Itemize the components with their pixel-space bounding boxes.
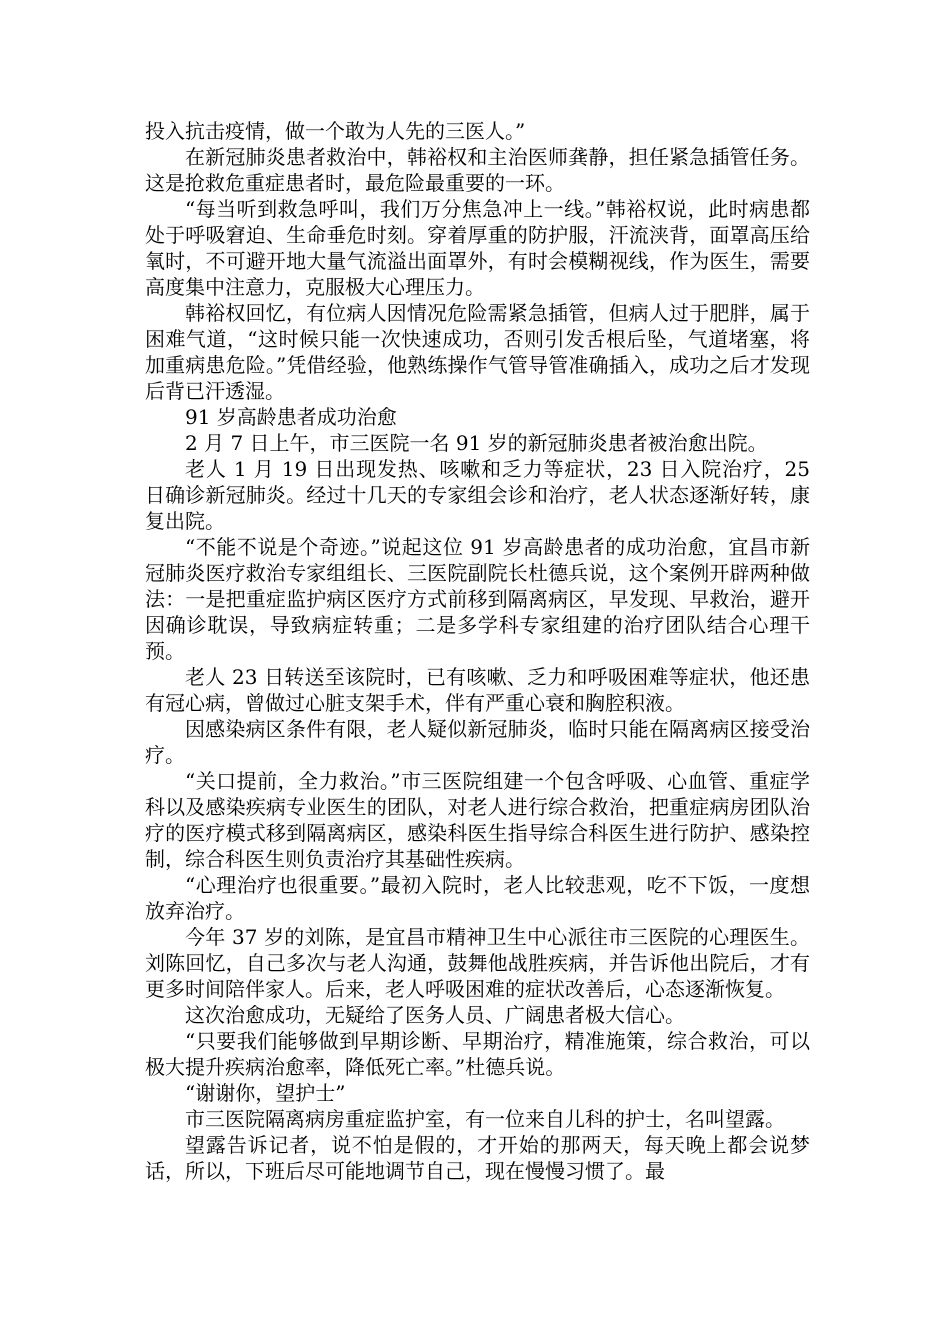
section-heading: 91 岁高龄患者成功治愈 — [185, 405, 397, 429]
paragraph: “心理治疗也很重要。”最初入院时，老人比较悲观，吃不下饭，一度想放弃治疗。 — [145, 873, 810, 923]
paragraph-continuation: 投入抗击疫情，做一个敢为人先的三医人。” — [145, 119, 526, 143]
paragraph: “只要我们能够做到早期诊断、早期治疗，精准施策，综合救治，可以极大提升疾病治愈率，降低死亡率。”杜德兵说。 — [145, 1029, 810, 1079]
paragraph: 2 月 7 日上午，市三医院一名 91 岁的新冠肺炎患者被治愈出院。 — [185, 431, 768, 455]
paragraph: “每当听到救急呼叫，我们万分焦急冲上一线。”韩裕权说，此时病患都处于呼吸窘迫、生命垂危时刻。穿着厚重的防护服，汗流浃背，面罩高压给氧时，不可避开地大量气流溢出面罩外，有时会模糊视线，作为医生，需要高度集中注意力，克服极大心理压力。 — [145, 197, 810, 299]
article-body — [145, 118, 810, 1184]
paragraph: “关口提前，全力救治。”市三医院组建一个包含呼吸、心血管、重症学科以及感染疾病专业医生的团队，对老人进行综合救治，把重症病房团队治疗的医疗模式移到隔离病区，感染科医生指导综合科医生进行防护、感染控制，综合科医生则负责治疗其基础性疾病。 — [145, 769, 810, 871]
paragraph: 市三医院隔离病房重症监护室，有一位来自儿科的护士，名叫望露。 — [185, 1107, 785, 1131]
section-heading: “谢谢你，望护士” — [185, 1081, 346, 1105]
paragraph: 在新冠肺炎患者救治中，韩裕权和主治医师龚静，担任紧急插管任务。这是抢救危重症患者时，最危险最重要的一环。 — [145, 145, 810, 195]
paragraph: 望露告诉记者，说不怕是假的，才开始的那两天，每天晚上都会说梦话，所以，下班后尽可能地调节自己，现在慢慢习惯了。最 — [145, 1133, 810, 1183]
paragraph: 这次治愈成功，无疑给了医务人员、广阔患者极大信心。 — [185, 1003, 685, 1027]
paragraph: 因感染病区条件有限，老人疑似新冠肺炎，临时只能在隔离病区接受治疗。 — [145, 717, 810, 767]
paragraph: 老人 1 月 19 日出现发热、咳嗽和乏力等症状，23 日入院治疗，25 日确诊新冠肺炎。经过十几天的专家组会诊和治疗，老人状态逐渐好转，康复出院。 — [145, 457, 810, 533]
paragraph: 老人 23 日转送至该院时，已有咳嗽、乏力和呼吸困难等症状，他还患有冠心病，曾做过心脏支架手术，伴有严重心衰和胸腔积液。 — [145, 665, 810, 715]
paragraph: “不能不说是个奇迹。”说起这位 91 岁高龄患者的成功治愈，宜昌市新冠肺炎医疗救治专家组组长、三医院副院长杜德兵说，这个案例开辟两种做法：一是把重症监护病区医疗方式前移到隔离病区，早发现、早救治，避开因确诊耽误，导致病症转重；二是多学科专家组建的治疗团队结合心理干预。 — [145, 535, 810, 663]
paragraph: 韩裕权回忆，有位病人因情况危险需紧急插管，但病人过于肥胖，属于困难气道，“这时候只能一次快速成功，否则引发舌根后坠，气道堵塞，将加重病患危险。”凭借经验，他熟练操作气管导管准确插入，成功之后才发现后背已汗透湿。 — [145, 301, 810, 403]
paragraph: 今年 37 岁的刘陈，是宜昌市精神卫生中心派往市三医院的心理医生。刘陈回忆，自己多次与老人沟通，鼓舞他战胜疾病，并告诉他出院后，才有更多时间陪伴家人。后来，老人呼吸困难的症状改善后，心态逐渐恢复。 — [145, 925, 810, 1001]
